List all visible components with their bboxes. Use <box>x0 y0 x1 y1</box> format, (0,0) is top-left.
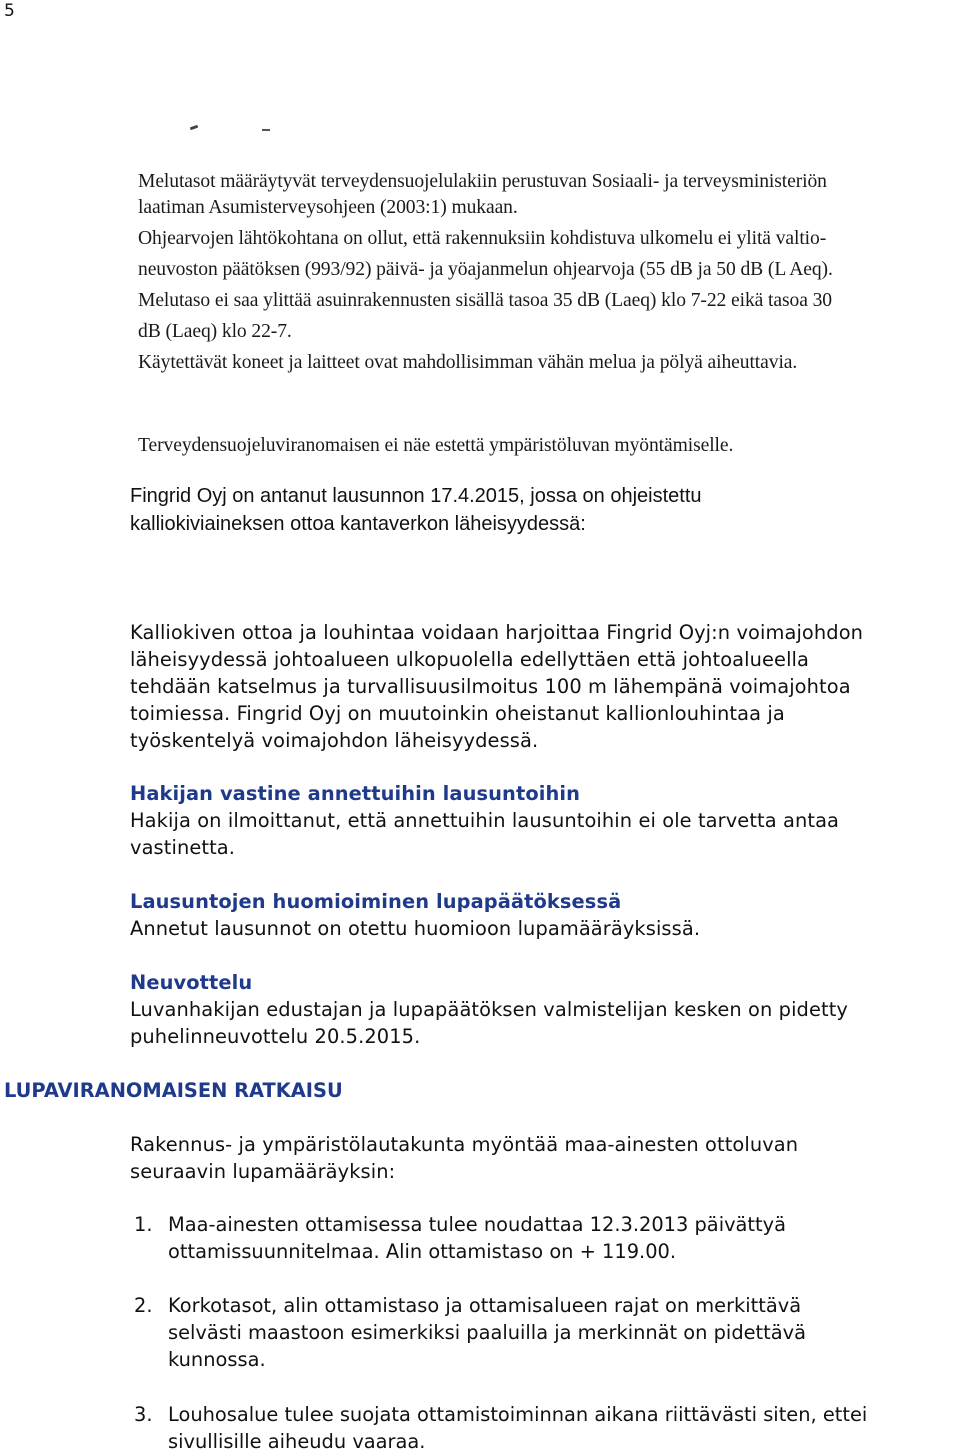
section-heading: Lausuntojen huomioiminen lupapäätöksessä <box>130 890 622 913</box>
scanned-line: neuvoston päätöksen (993/92) päivä- ja yöajanmelun ohjearvoja (55 dB ja 50 dB (L Aeq). <box>138 259 833 280</box>
scanned-line: Melutasot määräytyvät terveydensuojelulakiin perustuvan Sosiaali- ja terveysministeriön <box>138 171 827 192</box>
decision-intro <box>130 1131 798 1185</box>
fingrid-line: kalliokiviaineksen ottoa kantaverkon läheisyydessä: <box>130 512 586 535</box>
page-number: 5 <box>4 1 15 21</box>
condition-line: kunnossa. <box>168 1348 266 1371</box>
section-response <box>130 780 839 861</box>
scan-artifact-mark <box>262 129 270 131</box>
scanned-line: dB (Laeq) klo 22-7. <box>138 321 292 342</box>
quote-line: tehdään katselmus ja turvallisuusilmoitus 100 m lähempänä voimajohtoa <box>130 675 851 698</box>
scanned-conclusion <box>138 430 928 461</box>
condition-line: Korkotasot, alin ottamistaso ja ottamisalueen rajat on merkittävä <box>168 1294 802 1317</box>
decision-intro-line: Rakennus- ja ympäristölautakunta myöntää maa-ainesten ottoluvan <box>130 1133 799 1156</box>
section-line: Hakija on ilmoittanut, että annettuihin lausuntoihin ei ole tarvetta antaa <box>130 809 840 832</box>
section-line: Luvanhakijan edustajan ja lupapäätöksen valmistelijan kesken on pidetty <box>130 998 848 1021</box>
section-line: Annetut lausunnot on otettu huomioon lupamääräyksissä. <box>130 917 701 940</box>
section-line: vastinetta. <box>130 836 236 859</box>
condition-line: selvästi maastoon esimerkiksi paaluilla ja merkinnät on pidettävä <box>168 1321 807 1344</box>
scanned-line: Melutaso ei saa ylittää asuinrakennusten sisällä tasoa 35 dB (Laeq) klo 7-22 eikä tasoa 30 <box>138 290 832 311</box>
condition-line: Maa-ainesten ottamisessa tulee noudattaa 12.3.2013 päivättyä <box>168 1213 787 1236</box>
scanned-line: Terveydensuojeluviranomaisen ei näe estettä ympäristöluvan myöntämiselle. <box>138 435 734 456</box>
scanned-line: laatiman Asumisterveysohjeen (2003:1) mukaan. <box>138 197 518 218</box>
scanned-line: Ohjearvojen lähtökohtana on ollut, että rakennuksiin kohdistuva ulkomelu ei ylitä valtio- <box>138 228 827 249</box>
section-line: puhelinneuvottelu 20.5.2015. <box>130 1025 421 1048</box>
fingrid-line: Fingrid Oyj on antanut lausunnon 17.4.2015, jossa on ohjeistettu <box>130 485 702 507</box>
condition-number: 2. <box>134 1294 153 1317</box>
fingrid-quote <box>130 619 863 754</box>
condition-number: 1. <box>134 1213 153 1236</box>
fingrid-statement <box>130 483 702 538</box>
condition-line: Louhosalue tulee suojata ottamistoiminnan aikana riittävästi siten, ettei <box>168 1403 868 1426</box>
quote-line: läheisyydessä johtoalueen ulkopuolella edellyttäen että johtoalueella <box>130 648 810 671</box>
scanned-line: Käytettävät koneet ja laitteet ovat mahdollisimman vähän melua ja pölyä aiheuttavia. <box>138 352 798 373</box>
quote-line: Kalliokiven ottoa ja louhintaa voidaan harjoittaa Fingrid Oyj:n voimajohdon <box>130 621 864 644</box>
scanned-letter <box>138 166 928 378</box>
decision-intro-line: seuraavin lupamääräyksin: <box>130 1160 396 1183</box>
quote-line: työskentelyä voimajohdon läheisyydessä. <box>130 729 539 752</box>
section-heading: Neuvottelu <box>130 971 253 994</box>
quote-line: toimiessa. Fingrid Oyj on muutoinkin oheistanut kallionlouhintaa ja <box>130 702 785 725</box>
section-heading: Hakijan vastine annettuihin lausuntoihin <box>130 782 581 805</box>
section-consideration <box>130 888 700 942</box>
scan-artifact-mark <box>190 125 199 131</box>
section-negotiation <box>130 969 848 1050</box>
decision-heading: LUPAVIRANOMAISEN RATKAISU <box>4 1079 343 1102</box>
condition-line: ottamissuunnitelmaa. Alin ottamistaso on + 119.00. <box>168 1240 677 1263</box>
condition-line: sivullisille aiheudu vaaraa. <box>168 1430 426 1453</box>
condition-number: 3. <box>134 1403 153 1426</box>
